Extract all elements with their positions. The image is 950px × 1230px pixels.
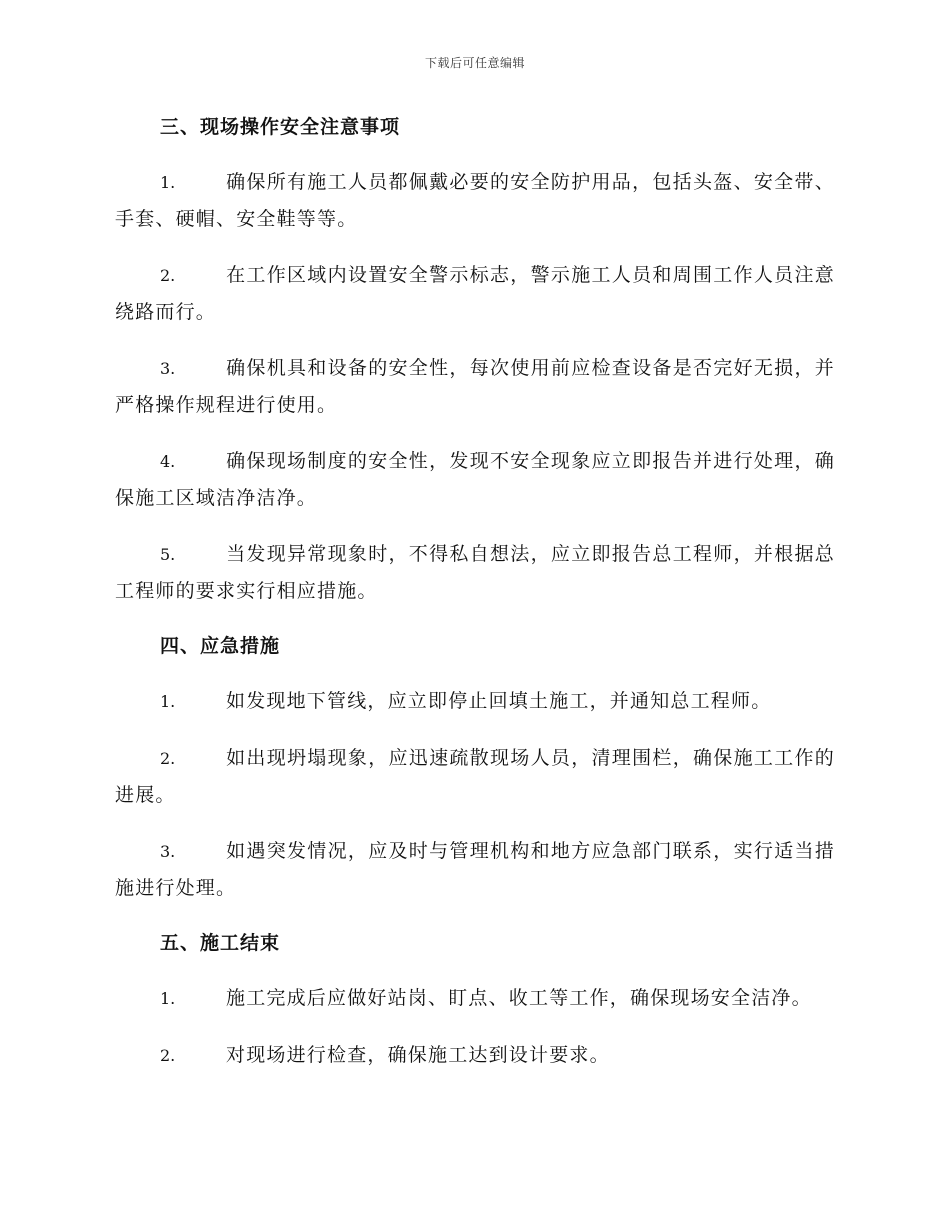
item-text: 如出现坍塌现象，应迅速疏散现场人员，清理围栏，确保施工工作的进展。 — [115, 747, 835, 806]
item-number: 3. — [160, 842, 176, 861]
section-title: 四、应急措施 — [160, 635, 281, 657]
item-number: 2. — [160, 1046, 176, 1065]
list-item — [115, 350, 835, 423]
item-number: 1. — [160, 692, 176, 711]
item-text: 如遇突发情况，应及时与管理机构和地方应急部门联系，实行适当措施进行处理。 — [115, 840, 835, 899]
item-number: 1. — [160, 989, 176, 1008]
list-item — [115, 536, 835, 609]
list-item — [115, 1037, 835, 1074]
header-note: 下载后可任意编辑 — [424, 56, 525, 70]
list-item — [115, 257, 835, 330]
list-item — [115, 443, 835, 516]
item-number: 2. — [160, 266, 176, 285]
item-number: 4. — [160, 452, 176, 471]
list-item — [115, 740, 835, 813]
list-item — [115, 164, 835, 237]
item-text: 如发现地下管线，应立即停止回填土施工，并通知总工程师。 — [226, 690, 772, 712]
item-text: 对现场进行检查，确保施工达到设计要求。 — [226, 1044, 610, 1066]
section-title: 五、施工结束 — [160, 932, 281, 954]
item-number: 5. — [160, 545, 176, 564]
item-number: 3. — [160, 359, 176, 378]
item-text: 确保所有施工人员都佩戴必要的安全防护用品，包括头盔、安全带、手套、硬帽、安全鞋等等。 — [115, 171, 835, 230]
section-title: 三、现场操作安全注意事项 — [160, 116, 401, 138]
list-item — [115, 980, 835, 1017]
item-text: 施工完成后应做好站岗、盯点、收工等工作，确保现场安全洁净。 — [226, 987, 812, 1009]
item-text: 当发现异常现象时，不得私自想法，应立即报告总工程师，并根据总工程师的要求实行相应措施。 — [115, 543, 835, 602]
item-number: 2. — [160, 749, 176, 768]
list-item — [115, 683, 835, 720]
item-text: 确保机具和设备的安全性，每次使用前应检查设备是否完好无损，并严格操作规程进行使用。 — [115, 357, 835, 416]
document-body — [115, 110, 835, 1094]
list-item — [115, 833, 835, 906]
item-number: 1. — [160, 173, 176, 192]
item-text: 在工作区域内设置安全警示标志，警示施工人员和周围工作人员注意绕路而行。 — [115, 264, 835, 323]
item-text: 确保现场制度的安全性，发现不安全现象应立即报告并进行处理，确保施工区域洁净洁净。 — [115, 450, 835, 509]
